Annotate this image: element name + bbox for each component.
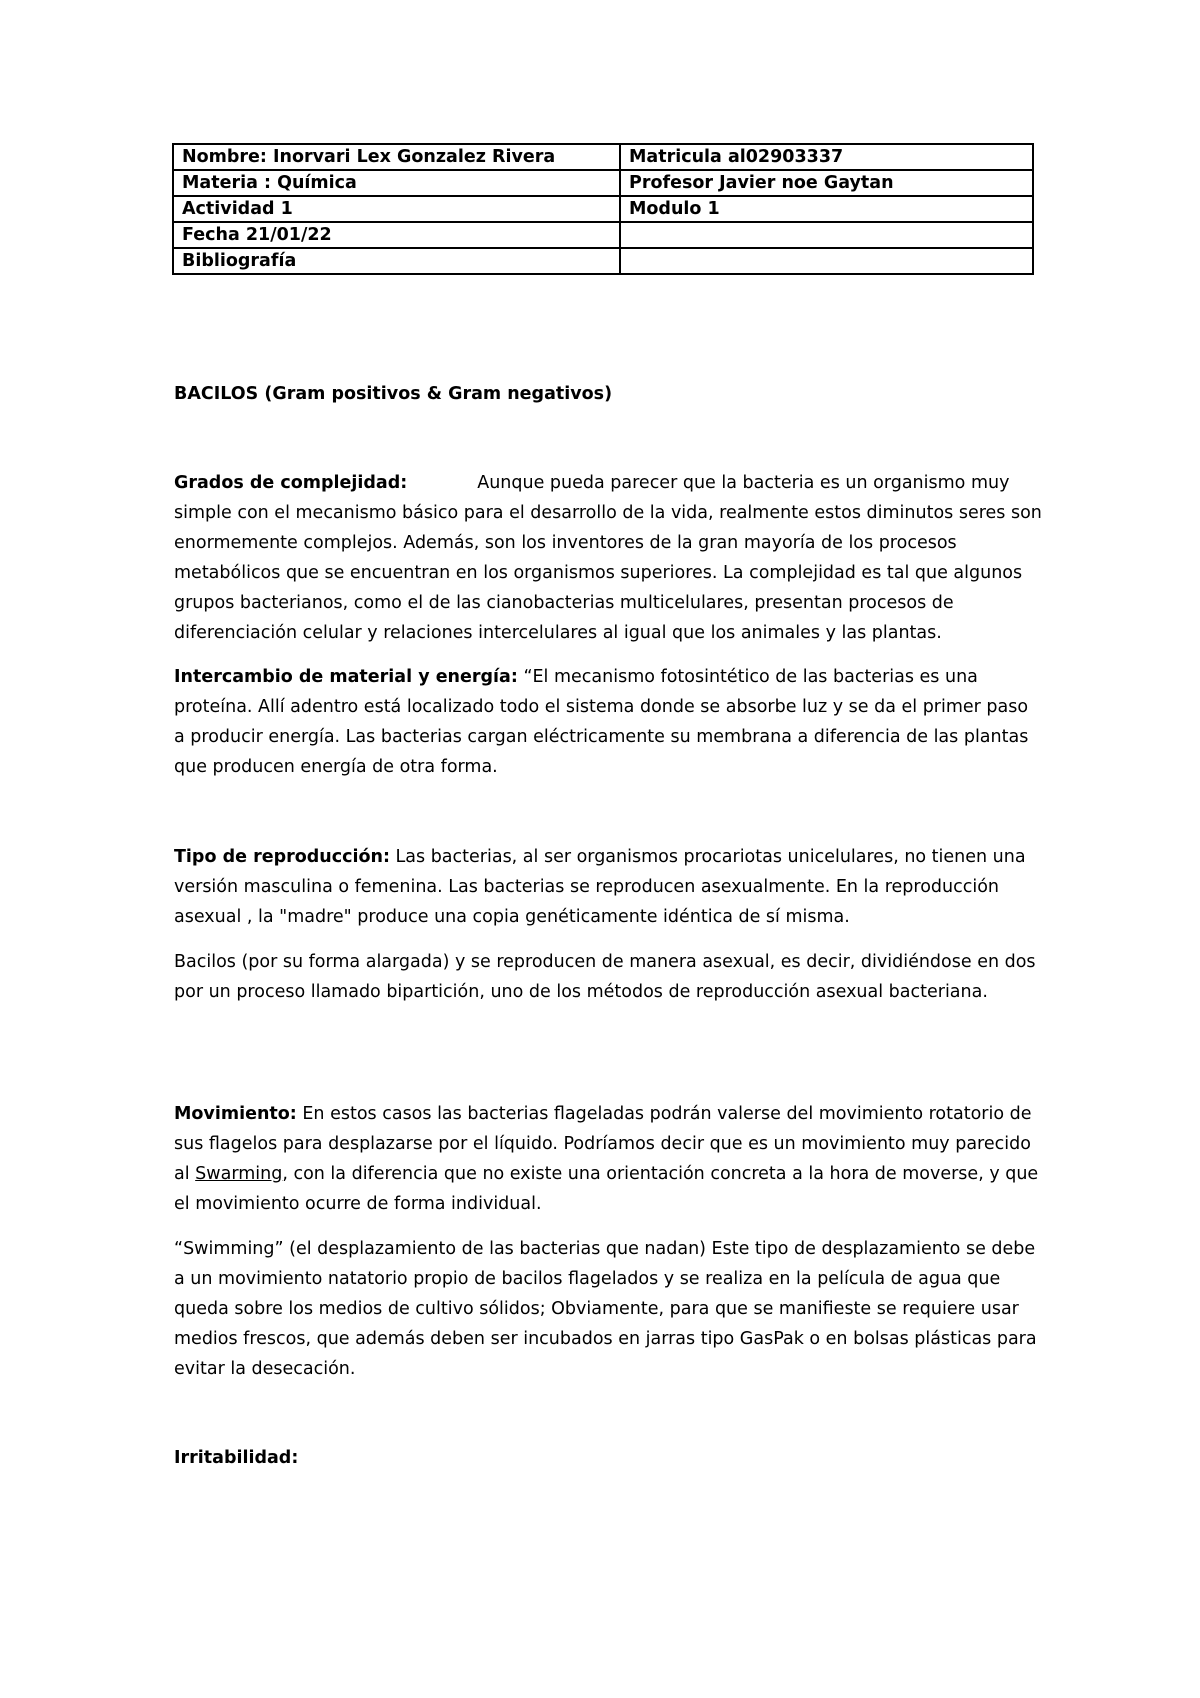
section-label: Movimiento: bbox=[174, 1104, 297, 1124]
empty-cell bbox=[620, 222, 1033, 248]
header-table bbox=[172, 143, 1034, 275]
section-intercambio bbox=[174, 662, 1042, 782]
fecha-cell: Fecha 21/01/22 bbox=[173, 222, 620, 248]
section-text: Bacilos (por su forma alargada) y se reproducen de manera asexual, es decir, dividiéndose en dos por un proceso llamado bipartición, uno de los métodos de reproducción asexual bacteriana. bbox=[174, 952, 1036, 1002]
section-reproduccion bbox=[174, 842, 1042, 932]
modulo-cell: Modulo 1 bbox=[620, 196, 1033, 222]
matricula-cell: Matricula al02903337 bbox=[620, 144, 1033, 170]
section-text: “Swimming” (el desplazamiento de las bacterias que nadan) Este tipo de desplazamiento se debe a un movimiento natatorio propio de bacilos flagelados y se realiza en la película de agua que queda sobre los medios de cultivo sólidos; Obviamente, para que se manifieste se requiere usar medios frescos, que además deben ser incubados en jarras tipo GasPak o en bolsas plásticas para evitar la desecación. bbox=[174, 1239, 1037, 1379]
section-text: En estos casos las bacterias flageladas podrán valerse del movimiento rotatorio de sus flagelos para desplazarse por el líquido. Podríamos decir que es un movimiento muy parecido al bbox=[174, 1104, 1032, 1184]
document-title: BACILOS (Gram positivos & Gram negativos) bbox=[174, 384, 613, 404]
section-text: Las bacterias, al ser organismos procariotas unicelulares, no tienen una versión masculina o femenina. Las bacterias se reproducen asexualmente. En la reproducción asexual , la "madre" produce una copia genéticamente idéntica de sí misma. bbox=[174, 847, 1026, 927]
table-row bbox=[173, 248, 1033, 274]
section-text: “El mecanismo fotosintético de las bacterias es una proteína. Allí adentro está localizado todo el sistema donde se absorbe luz y se da el primer paso a producir energía. Las bacterias cargan eléctricamente su membrana a diferencia de las plantas que producen energía de otra forma. bbox=[174, 667, 1029, 777]
section-label: Irritabilidad: bbox=[174, 1448, 299, 1468]
table-row bbox=[173, 196, 1033, 222]
actividad-cell: Actividad 1 bbox=[173, 196, 620, 222]
section-label: Tipo de reproducción: bbox=[174, 847, 390, 867]
section-complejidad bbox=[174, 468, 1042, 648]
section-movimiento-2 bbox=[174, 1234, 1042, 1384]
section-text: Aunque pueda parecer que la bacteria es un organismo muy simple con el mecanismo básico para el desarrollo de la vida, realmente estos diminutos seres son enormemente complejos. Además, son los inventores de la gran mayoría de los procesos metabólicos que se encuentran en los organismos superiores. La complejidad es tal que algunos grupos bacterianos, como el de las cianobacterias multicelulares, presentan procesos de diferenciación celular y relaciones intercelulares al igual que los animales y las plantas. bbox=[174, 473, 1042, 643]
section-label: Grados de complejidad: bbox=[174, 473, 408, 493]
materia-cell: Materia : Química bbox=[173, 170, 620, 196]
profesor-cell: Profesor Javier noe Gaytan bbox=[620, 170, 1033, 196]
empty-cell bbox=[620, 248, 1033, 274]
section-text: , con la diferencia que no existe una orientación concreta a la hora de moverse, y que el movimiento ocurre de forma individual. bbox=[174, 1164, 1039, 1214]
table-row bbox=[173, 222, 1033, 248]
bibliografia-cell: Bibliografía bbox=[173, 248, 620, 274]
swarming-link[interactable]: Swarming bbox=[195, 1164, 283, 1184]
section-label: Intercambio de material y energía: bbox=[174, 667, 518, 687]
table-row bbox=[173, 144, 1033, 170]
section-reproduccion-2 bbox=[174, 947, 1042, 1007]
name-cell: Nombre: Inorvari Lex Gonzalez Rivera bbox=[173, 144, 620, 170]
table-row bbox=[173, 170, 1033, 196]
section-irritabilidad bbox=[174, 1443, 1042, 1473]
section-movimiento bbox=[174, 1099, 1042, 1219]
